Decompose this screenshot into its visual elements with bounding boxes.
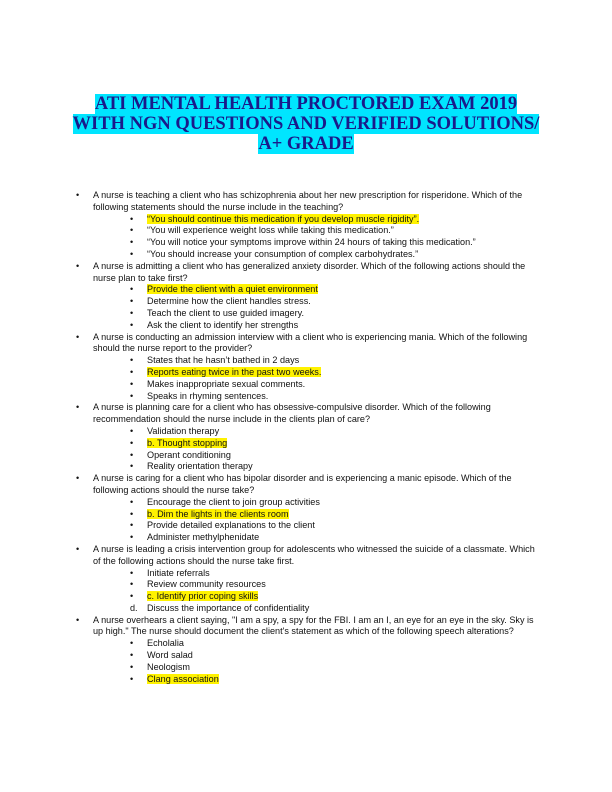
option-marker: • [130, 638, 134, 649]
option-text: b. Thought stopping [147, 437, 228, 448]
option-marker: • [130, 567, 134, 578]
answer-option [130, 355, 536, 367]
correct-answer-option [130, 674, 536, 686]
option-text: Provide detailed explanations to the client [147, 520, 315, 531]
option-text: Validation therapy [147, 425, 220, 436]
option-marker: • [130, 661, 134, 672]
answer-options [93, 426, 536, 473]
option-text: “You should increase your consumption of complex carbohydrates.” [147, 248, 419, 259]
answer-option [130, 568, 536, 580]
option-text: Makes inappropriate sexual comments. [147, 378, 306, 389]
option-text: Ask the client to identify her strengths [147, 319, 299, 330]
title-line: ATI MENTAL HEALTH PROCTORED EXAM 2019 [94, 94, 518, 114]
option-marker: • [130, 673, 134, 684]
option-marker: • [130, 579, 134, 590]
option-text: Word salad [147, 650, 193, 661]
option-marker: • [130, 237, 134, 248]
option-text: States that he hasn’t bathed in 2 days [147, 355, 300, 366]
option-marker: • [130, 213, 134, 224]
option-text: Operant conditioning [147, 449, 231, 460]
answer-option [130, 662, 536, 674]
option-marker: • [130, 508, 134, 519]
option-marker: • [130, 284, 134, 295]
option-marker: • [130, 425, 134, 436]
option-text: “You should continue this medication if you develop muscle rigidity”. [147, 213, 420, 224]
question-text: A nurse is admitting a client who has generalized anxiety disorder. Which of the following actions should the nurse plan to take first? [93, 260, 526, 283]
question-list [76, 190, 536, 685]
correct-answer-option [130, 591, 536, 603]
bullet-icon: • [76, 543, 80, 554]
title-line: WITH NGN QUESTIONS AND VERIFIED SOLUTIONS/ [72, 114, 540, 134]
answer-option [130, 638, 536, 650]
question-item [76, 190, 536, 261]
bullet-icon: • [76, 190, 80, 200]
option-text: Provide the client with a quiet environment [147, 284, 318, 295]
answer-options [93, 355, 536, 402]
bullet-icon: • [76, 331, 80, 342]
answer-option [130, 579, 536, 591]
option-text: c. Identify prior coping skills [147, 591, 259, 602]
option-marker: • [130, 378, 134, 389]
option-marker: • [130, 496, 134, 507]
answer-option [130, 296, 536, 308]
answer-option [130, 497, 536, 509]
option-marker: • [130, 520, 134, 531]
option-text: b. Dim the lights in the clients room [147, 508, 289, 519]
option-marker: • [130, 449, 134, 460]
answer-option [130, 308, 536, 320]
answer-options [93, 568, 536, 615]
answer-options [93, 638, 536, 685]
question-item [76, 332, 536, 403]
answer-options [93, 497, 536, 544]
option-text: Initiate referrals [147, 567, 210, 578]
answer-options [93, 214, 536, 261]
answer-option [130, 249, 536, 261]
answer-option [130, 603, 536, 615]
option-marker: • [130, 319, 134, 330]
correct-answer-option [130, 367, 536, 379]
option-marker: • [130, 355, 134, 366]
option-text: Echolalia [147, 638, 184, 649]
option-text: Clang association [147, 673, 219, 684]
answer-option [130, 225, 536, 237]
option-text: Neologism [147, 661, 190, 672]
correct-answer-option [130, 438, 536, 450]
question-item [76, 402, 536, 473]
question-text: A nurse is leading a crisis intervention group for adolescents who witnessed the suicide of a classmate. Which of the following actions should the nurse take first. [93, 543, 535, 566]
question-text: A nurse overhears a client saying, "I am a spy, a spy for the FBI. I am an I, an eye for an eye in the sky. Sky is up high." The nurse should document the client's statement as which of the following speech alterations? [93, 614, 534, 637]
bullet-icon: • [76, 614, 80, 625]
answer-option [130, 320, 536, 332]
bullet-icon: • [76, 473, 80, 484]
answer-options [93, 284, 536, 331]
answer-option [130, 520, 536, 532]
option-text: Review community resources [147, 579, 266, 590]
option-marker: d. [130, 602, 138, 613]
question-text: A nurse is teaching a client who has schizophrenia about her new prescription for risperidone. Which of the following statements should the nurse include in the teaching? [93, 190, 523, 212]
option-text: Discuss the importance of confidentiality [147, 602, 310, 613]
option-text: Reports eating twice in the past two weeks. [147, 366, 322, 377]
bullet-icon: • [76, 260, 80, 271]
option-marker: • [130, 461, 134, 472]
option-marker: • [130, 532, 134, 543]
option-text: Administer methylphenidate [147, 532, 260, 543]
answer-option [130, 391, 536, 403]
answer-option [130, 650, 536, 662]
question-text: A nurse is planning care for a client who has obsessive-compulsive disorder. Which of the following recommendation should the nurse include in the clients plan of care? [93, 402, 491, 425]
bullet-icon: • [76, 402, 80, 413]
question-item [76, 615, 536, 686]
question-text: A nurse is conducting an admission interview with a client who is experiencing mania. Which of the following should the nurse report to the provider? [93, 331, 528, 354]
option-marker: • [130, 296, 134, 307]
answer-option [130, 237, 536, 249]
option-marker: • [130, 390, 134, 401]
answer-option [130, 532, 536, 544]
option-marker: • [130, 366, 134, 377]
option-marker: • [130, 248, 134, 259]
question-item [76, 261, 536, 332]
option-marker: • [130, 591, 134, 602]
option-text: Determine how the client handles stress. [147, 296, 311, 307]
correct-answer-option [130, 214, 536, 226]
option-text: “You will notice your symptoms improve within 24 hours of taking this medication.” [147, 237, 476, 248]
option-marker: • [130, 225, 134, 236]
option-marker: • [130, 307, 134, 318]
option-marker: • [130, 650, 134, 661]
question-item [76, 544, 536, 615]
correct-answer-option [130, 509, 536, 521]
correct-answer-option [130, 284, 536, 296]
option-text: Teach the client to use guided imagery. [147, 307, 305, 318]
question-text: A nurse is caring for a client who has bipolar disorder and is experiencing a manic episode. Which of the following actions should the nurse take? [93, 473, 512, 495]
option-text: Speaks in rhyming sentences. [147, 390, 269, 401]
answer-option [130, 450, 536, 462]
option-marker: • [130, 437, 134, 448]
option-text: Reality orientation therapy [147, 461, 253, 472]
document-title [60, 94, 552, 154]
answer-option [130, 379, 536, 391]
title-line: A+ GRADE [258, 134, 354, 154]
question-item [76, 473, 536, 544]
option-text: “You will experience weight loss while taking this medication.” [147, 225, 394, 236]
answer-option [130, 461, 536, 473]
answer-option [130, 426, 536, 438]
option-text: Encourage the client to join group activities [147, 496, 320, 507]
